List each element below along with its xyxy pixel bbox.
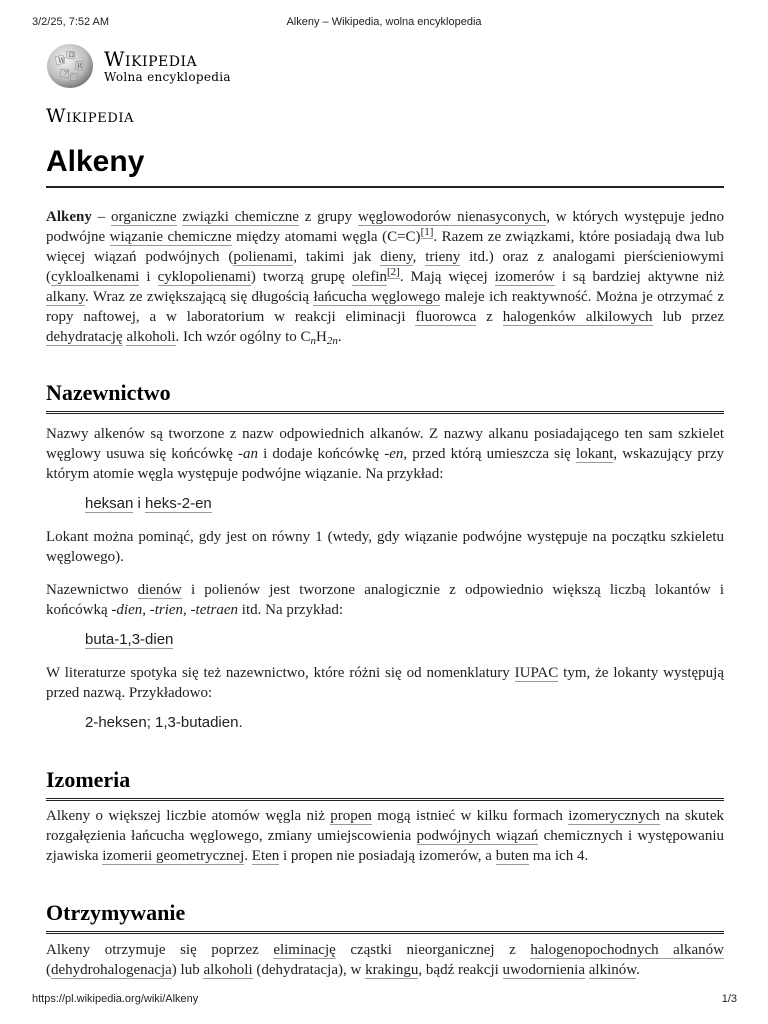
- link-krakingu[interactable]: krakingu: [365, 962, 419, 978]
- text: .: [337, 329, 342, 345]
- text: na skutek rozgałęzienia łańcucha węglowego, zmiany umiejscowienia: [46, 808, 725, 844]
- svg-text:W: W: [58, 57, 66, 65]
- link-alkany[interactable]: alkany: [46, 289, 86, 305]
- text: ) tworzą grupę: [250, 269, 352, 285]
- link-heks-2-en[interactable]: heks-2-en: [145, 495, 212, 512]
- reference-2[interactable]: [2]: [387, 266, 400, 278]
- svg-text:Ω: Ω: [69, 52, 74, 59]
- text: tym, że lokanty występują przed nazwą. Przykładowo:: [46, 665, 725, 701]
- example-old-nomenclature: 2-heksen; 1,3-butadien.: [85, 714, 243, 731]
- otrzymywanie-paragraph: [46, 940, 724, 980]
- page-title: Alkeny: [46, 140, 724, 188]
- link-lokant[interactable]: lokant: [575, 446, 614, 462]
- link-eliminacje[interactable]: eliminację: [273, 942, 336, 958]
- svg-text:ア: ア: [63, 70, 70, 77]
- link-lancucha-weglowego[interactable]: łańcucha węglowego: [313, 289, 441, 305]
- link-fluorowca[interactable]: fluorowca: [415, 309, 477, 325]
- text: itd.) oraz z analogami pierścieniowymi (: [46, 249, 725, 285]
- link-izomerii-geometrycznej[interactable]: izomerii geometrycznej: [102, 848, 245, 864]
- text: i dodaje końcówkę: [258, 446, 385, 462]
- text: i są bardziej aktywne niż: [554, 269, 725, 285]
- text: i: [139, 269, 158, 285]
- text: .: [636, 962, 640, 978]
- wikipedia-tagline: Wolna encyklopedia: [104, 70, 231, 84]
- text: .: [244, 848, 252, 864]
- formula-subscript-2n: 2n: [326, 335, 338, 347]
- link-izomerycznych[interactable]: izomerycznych: [568, 808, 660, 824]
- text: ) lub: [171, 962, 204, 978]
- link-cyklopolienami[interactable]: cyklopolienami: [157, 269, 251, 285]
- text: (dehydratacja), w: [252, 962, 366, 978]
- link-alkoholi[interactable]: alkoholi: [126, 329, 176, 345]
- text: itd. Na przykład:: [238, 602, 344, 618]
- text: , bądź reakcji: [418, 962, 503, 978]
- link-olefin[interactable]: olefin: [352, 269, 387, 285]
- print-page-number: 1/3: [721, 993, 737, 1005]
- text: H: [316, 329, 327, 345]
- text: lub przez: [652, 309, 724, 325]
- text: cząstki nieorganicznej z: [335, 942, 531, 958]
- text: (: [46, 962, 51, 978]
- link-uwodornienia[interactable]: uwodornienia: [502, 962, 586, 978]
- link-buten[interactable]: buten: [495, 848, 530, 864]
- link-halogenopochodnych-alkanow[interactable]: halogenopochodnych alkanów: [530, 942, 724, 958]
- section-heading-otrzymywanie: Otrzymywanie: [46, 899, 724, 934]
- link-dieny[interactable]: dieny: [380, 249, 413, 265]
- text: i polienów jest tworzone analogicznie z odpowiednio większą liczbą lokantów i końcówką: [46, 582, 724, 618]
- text: Nazewnictwo: [46, 582, 138, 598]
- text: z: [476, 309, 503, 325]
- text: ma ich 4.: [529, 848, 589, 864]
- link-izomerow[interactable]: izomerów: [494, 269, 555, 285]
- print-url: https://pl.wikipedia.org/wiki/Alkeny: [32, 993, 199, 1005]
- link-cykloalkenami[interactable]: cykloalkenami: [51, 269, 140, 285]
- intro-bold-term: Alkeny: [46, 209, 92, 225]
- link-eten[interactable]: Eten: [251, 848, 280, 864]
- text: . Ich wzór ogólny to C: [175, 329, 311, 345]
- example-butadien: [85, 630, 724, 650]
- nazewnictwo-paragraph-3: [46, 580, 724, 620]
- svg-text:И: И: [77, 63, 83, 70]
- reference-1[interactable]: [1]: [420, 226, 434, 238]
- text: , takimi jak: [293, 249, 381, 265]
- intro-paragraph: [46, 207, 724, 347]
- wikipedia-wordmark-secondary: Wikipedia: [46, 105, 135, 127]
- text: mogą istnieć w kilku formach: [371, 808, 569, 824]
- nazewnictwo-paragraph-4: [46, 663, 724, 703]
- link-dienow[interactable]: dienów: [137, 582, 182, 598]
- text: i propen nie posiadają izomerów, a: [279, 848, 496, 864]
- suffix-en: -en: [384, 446, 404, 462]
- link-dehydrohalogenacja[interactable]: dehydrohalogenacja: [51, 962, 172, 978]
- text: , w których występuje jedno podwójne: [46, 209, 725, 245]
- link-trieny[interactable]: trieny: [425, 249, 461, 265]
- section-heading-izomeria: Izomeria: [46, 766, 724, 801]
- link-dehydratacje[interactable]: dehydratację: [46, 329, 123, 345]
- print-page-title: Alkeny – Wikipedia, wolna encyklopedia: [286, 16, 482, 28]
- text: . Wraz ze zwiększającą się długością: [85, 289, 314, 305]
- link-zwiazki-chemiczne[interactable]: związki chemiczne: [182, 209, 299, 225]
- text: i: [133, 495, 146, 512]
- text: . Mają więcej: [399, 269, 495, 285]
- wikipedia-wordmark: Wikipedia: [104, 47, 198, 71]
- link-organiczne[interactable]: organiczne: [110, 209, 177, 225]
- link-iupac[interactable]: IUPAC: [514, 665, 559, 681]
- wikipedia-globe-icon: [45, 43, 95, 89]
- link-buta-1-3-dien[interactable]: buta-1,3-dien: [85, 631, 174, 648]
- text: W literaturze spotyka się też nazewnictwo, które różni się od nomenklatury: [46, 665, 515, 681]
- example-heksan: [85, 494, 724, 514]
- link-wiazanie-chemiczne[interactable]: wiązanie chemiczne: [109, 229, 232, 245]
- text: maleje ich reaktywność. Można je otrzymać z ropy naftowej, a w laboratorium w reakcji eliminacji: [46, 289, 725, 325]
- text: , przed którą umieszcza się: [403, 446, 576, 462]
- text: Nazwy alkenów są tworzone z nazw odpowiednich alkanów. Z nazwy alkanu posiadającego ten sam szkielet węglowy usuwa się końcówkę: [46, 426, 724, 462]
- link-weglowodory-nienasycone[interactable]: węglowodorów nienasyconych: [357, 209, 547, 225]
- text: z grupy: [298, 209, 358, 225]
- link-halogenkow-alkilowych[interactable]: halogenków alkilowych: [502, 309, 653, 325]
- text: między atomami węgla (C=C): [231, 229, 421, 245]
- formula-subscript-n: n: [310, 335, 317, 347]
- text: –: [91, 209, 111, 225]
- link-alkinow[interactable]: alkinów: [588, 962, 637, 978]
- izomeria-paragraph: [46, 806, 724, 866]
- text: , wskazujący przy którym atomie węgla występuje podwójne wiązanie. Na przykład:: [46, 446, 724, 482]
- article-content: [46, 140, 724, 980]
- print-datetime: 3/2/25, 7:52 AM: [32, 16, 110, 28]
- nazewnictwo-paragraph-2: Lokant można pominąć, gdy jest on równy 1 (wtedy, gdy wiązanie podwójne występuje na początku szkieletu węglowego).: [46, 529, 724, 565]
- text: . Razem ze związkami, które posiadają dwa lub więcej wiązań podwójnych (: [46, 229, 724, 265]
- link-polienami[interactable]: polienami: [233, 249, 294, 265]
- text: chemicznych i występowaniu zjawiska: [46, 828, 724, 864]
- link-podwojnych-wiazan[interactable]: podwójnych wiązań: [416, 828, 539, 844]
- nazewnictwo-paragraph-1: [46, 424, 724, 484]
- suffixes: -dien, -trien, -tetraen: [111, 602, 239, 618]
- section-heading-nazewnictwo: Nazewnictwo: [46, 379, 724, 414]
- text: Alkeny o większej liczbie atomów węgla niż: [46, 808, 331, 824]
- text: Alkeny otrzymuje się poprzez: [46, 942, 274, 958]
- link-propen[interactable]: propen: [330, 808, 372, 824]
- link-heksan[interactable]: heksan: [85, 495, 134, 512]
- text: ,: [412, 249, 426, 265]
- suffix-an: -an: [238, 446, 259, 462]
- link-alkoholi-2[interactable]: alkoholi: [203, 962, 253, 978]
